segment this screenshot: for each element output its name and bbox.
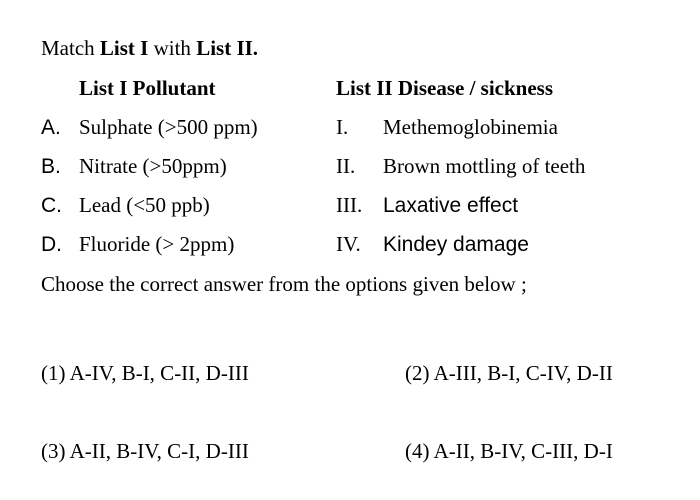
instruction-text: Choose the correct answer from the options given below ;	[41, 272, 527, 296]
list1-header: List I Pollutant	[79, 76, 216, 100]
list2-item-text: Brown mottling of teeth	[383, 154, 586, 178]
match-row-4	[0, 234, 700, 258]
answer-option-2[interactable]: (2) A-III, B-I, C-IV, D-II	[405, 361, 613, 385]
match-row-2	[0, 156, 700, 180]
match-row-3	[0, 195, 700, 219]
list2-numeral: III.	[336, 193, 363, 217]
answer-option-3[interactable]: (3) A-II, B-IV, C-I, D-III	[41, 439, 249, 463]
list1-item-text: Fluoride (> 2ppm)	[79, 232, 235, 256]
list2-numeral: II.	[336, 154, 356, 178]
list1-letter: D.	[41, 233, 62, 256]
list1-item-text: Lead (<50 ppb)	[79, 193, 210, 217]
question-prefix: Match	[41, 36, 100, 60]
list1-letter: C.	[41, 194, 62, 217]
list2-name: List II.	[196, 36, 259, 60]
question-prompt	[41, 38, 258, 59]
list2-numeral: IV.	[336, 232, 361, 256]
list1-item-text: Sulphate (>500 ppm)	[79, 115, 258, 139]
list2-header: List II Disease / sickness	[336, 76, 554, 100]
list2-item-text: Methemoglobinemia	[383, 115, 558, 139]
answer-option-1[interactable]: (1) A-IV, B-I, C-II, D-III	[41, 361, 249, 385]
list2-numeral: I.	[336, 115, 349, 139]
list1-item-text: Nitrate (>50ppm)	[79, 154, 227, 178]
question-middle: with	[148, 36, 197, 60]
answer-option-4[interactable]: (4) A-II, B-IV, C-III, D-I	[405, 439, 613, 463]
list2-item-text: Kindey damage	[383, 233, 529, 256]
list2-item-text: Laxative effect	[383, 194, 519, 217]
match-row-1	[0, 117, 700, 141]
list1-letter: B.	[41, 155, 61, 178]
list1-name: List I	[99, 36, 149, 60]
list1-letter: A.	[41, 116, 61, 139]
